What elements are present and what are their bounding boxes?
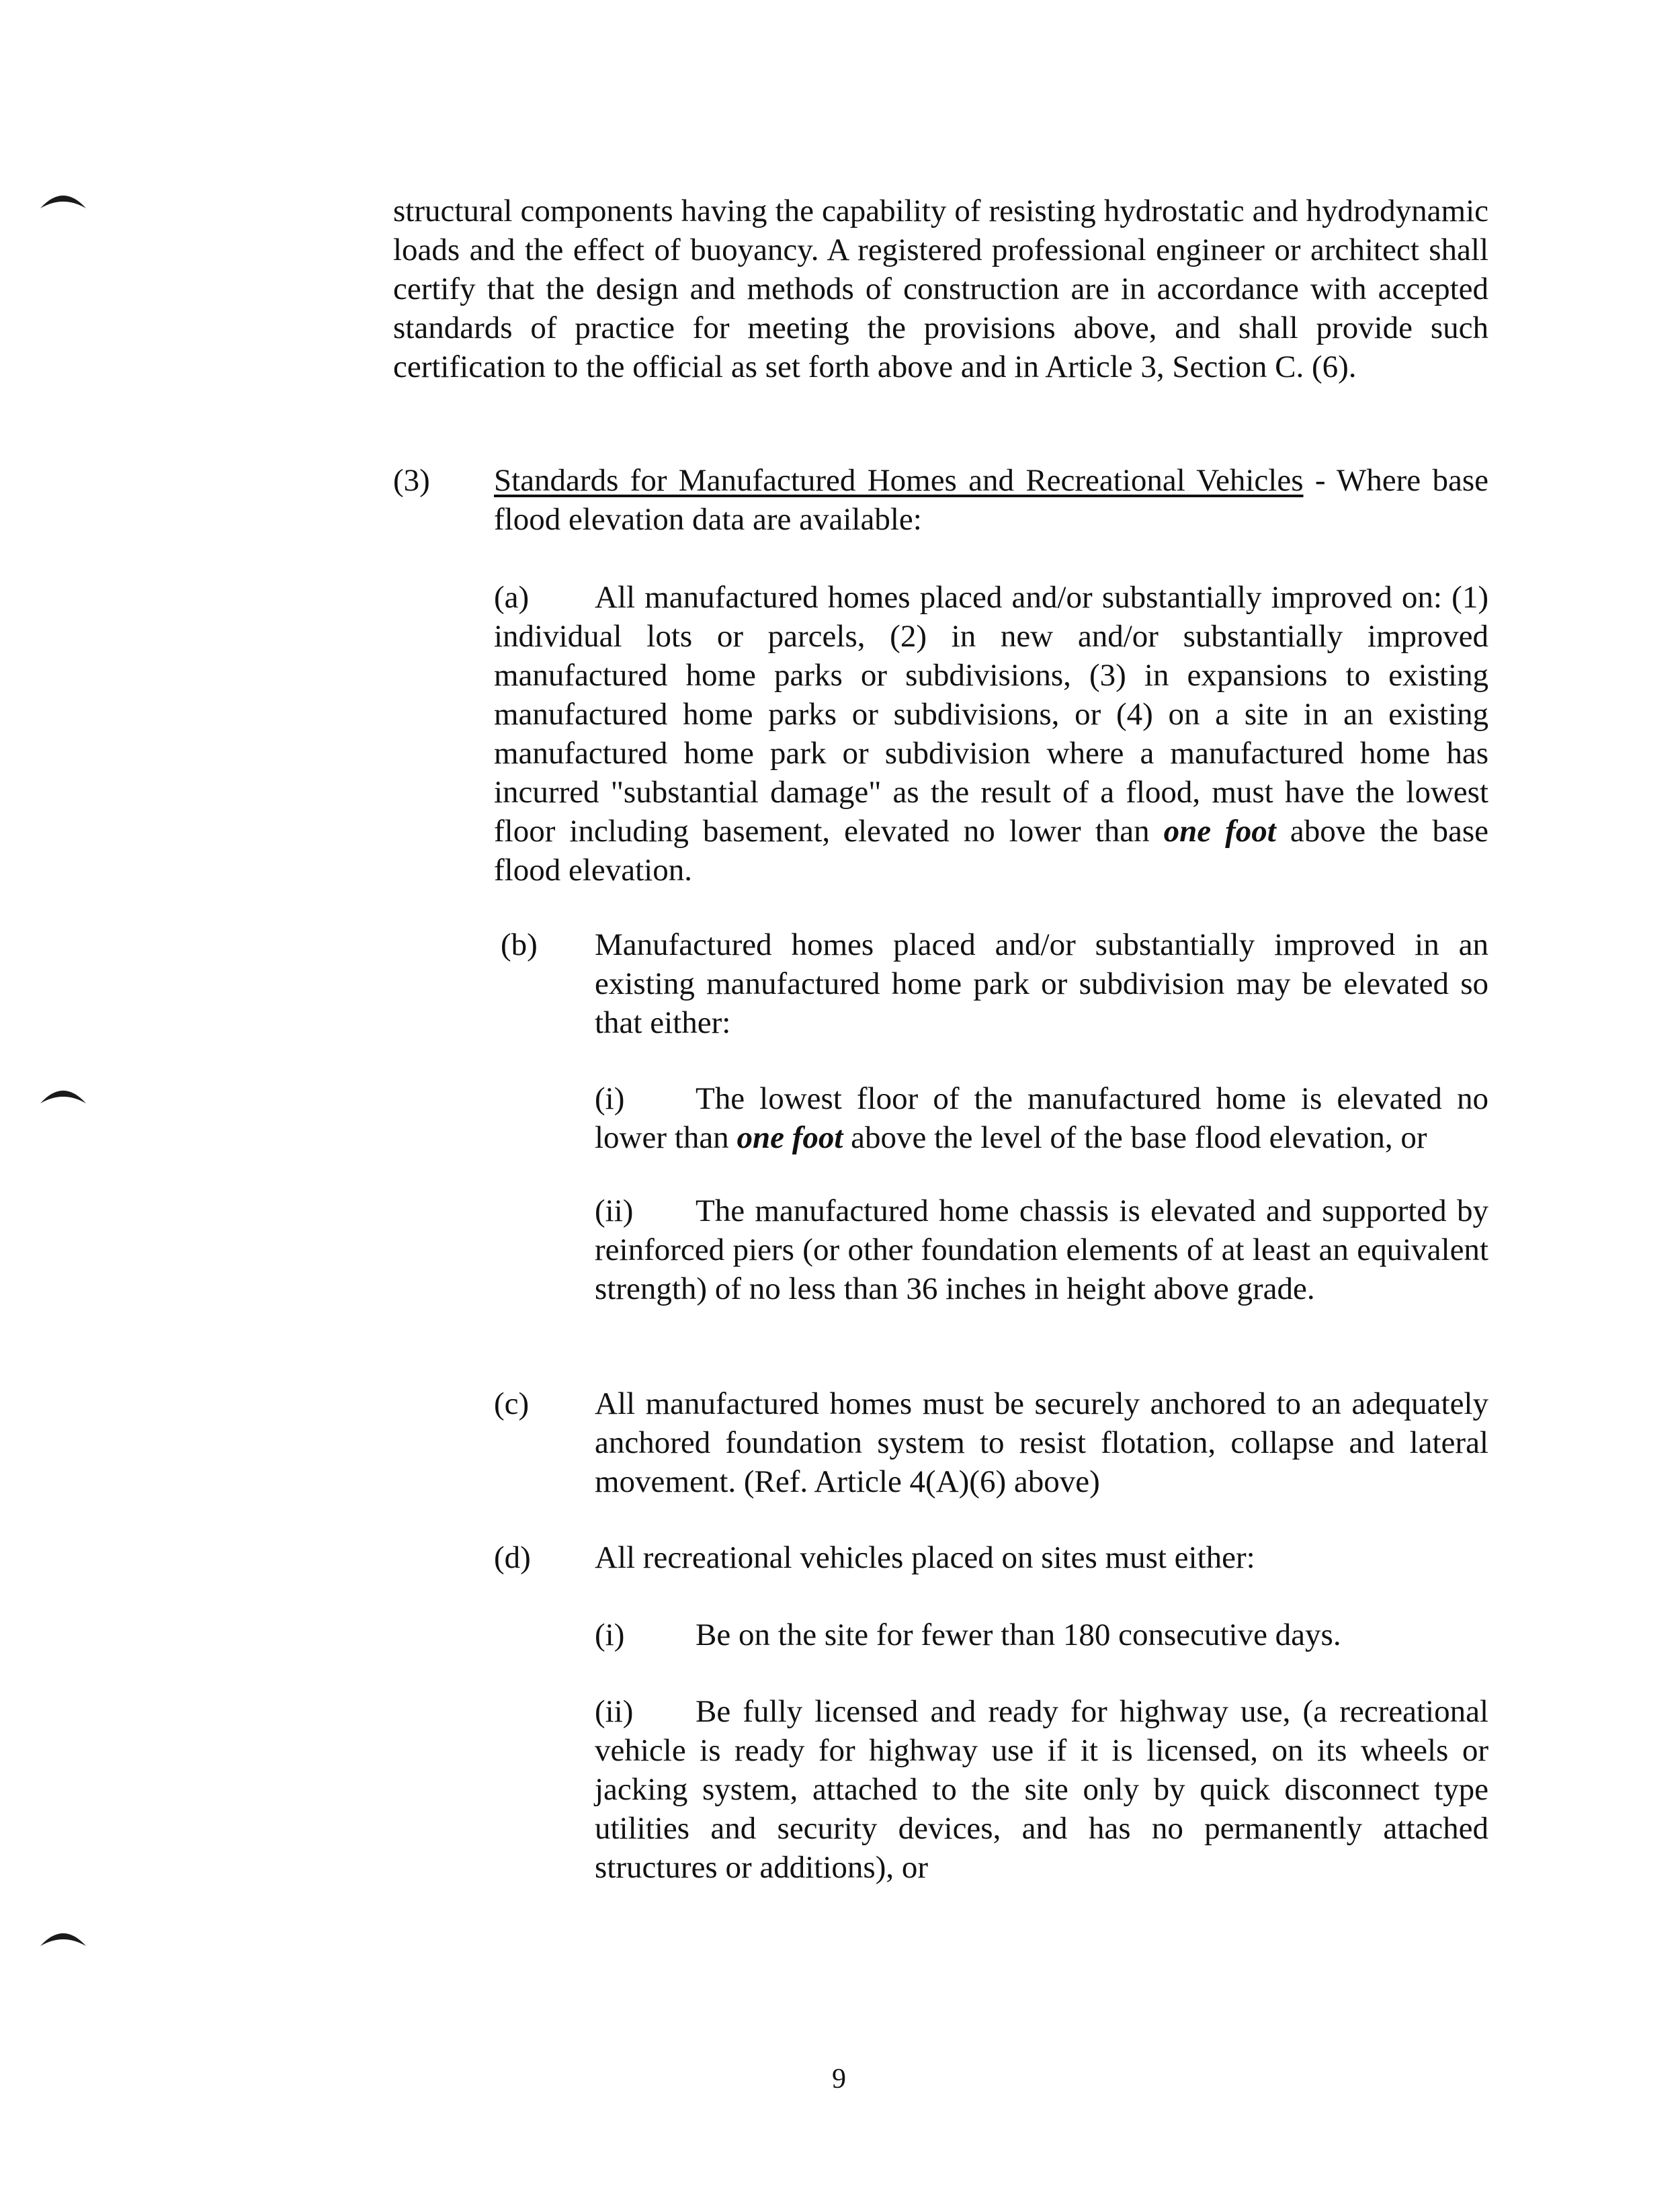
- item-d-paragraph: All recreational vehicles placed on sites must either:: [595, 1540, 1255, 1575]
- item-b-ii-paragraph: [595, 1191, 1488, 1308]
- item-d-i-paragraph: [595, 1615, 1488, 1654]
- item-a-paragraph: [494, 578, 1488, 890]
- section-3-heading: [494, 461, 1488, 539]
- item-d-i-text: Be on the site for fewer than 180 consecutive days.: [696, 1617, 1341, 1652]
- item-a-emphasis: one foot: [1163, 814, 1276, 849]
- item-b-i-text: The lowest floor of the manufactured home is elevated no lower than: [595, 1081, 1488, 1155]
- item-b-ii-text: The manufactured home chassis is elevated and supported by reinforced piers (or other foundation elements of at least an equivalent strength) of no less than 36 inches in height above grade.: [595, 1193, 1488, 1306]
- item-b-i-text-end: above the level of the base flood elevation, or: [843, 1120, 1427, 1155]
- item-b-label: (b): [501, 927, 538, 962]
- item-b-ii-label: (ii): [595, 1193, 634, 1228]
- section-3-title: Standards for Manufactured Homes and Recreational Vehicles: [494, 463, 1304, 498]
- item-b-i-label: (i): [595, 1081, 625, 1116]
- item-a-text: All manufactured homes placed and/or substantially improved on: (1) individual lots or parcels, (2) in new and/or substantially improved manufactured home parks or subdivisions, (3) in expansions to existing manufactured home parks or subdivisions, or (4) on a site in an existing manufactured home park or subdivision where a manufactured home has incurred "substantial damage" as the result of a flood, must have the lowest floor including basement, elevated no lower than: [494, 580, 1488, 849]
- page-number: 9: [832, 2064, 846, 2095]
- section-3-label: (3): [393, 463, 430, 498]
- item-c-paragraph: All manufactured homes must be securely anchored to an adequately anchored foundation system to resist flotation, collapse and lateral movement. (Ref. Article 4(A)(6) above): [595, 1386, 1488, 1499]
- item-b-paragraph: Manufactured homes placed and/or substantially improved in an existing manufactured home park or subdivision may be elevated so that either:: [595, 927, 1488, 1040]
- item-c-label: (c): [494, 1386, 530, 1421]
- item-b-i-emphasis: one foot: [737, 1120, 843, 1155]
- section-3-rest: - Where base flood elevation data are available:: [494, 463, 1488, 537]
- item-b-i-paragraph: [595, 1079, 1488, 1157]
- punch-hole-mark-middle: [39, 1083, 87, 1105]
- item-d-ii-label: (ii): [595, 1694, 634, 1729]
- item-d-i-label: (i): [595, 1617, 625, 1652]
- item-a-label: (a): [494, 580, 530, 615]
- item-d-ii-paragraph: [595, 1692, 1488, 1887]
- item-d-label: (d): [494, 1540, 531, 1575]
- intro-paragraph: structural components having the capability of resisting hydrostatic and hydrodynamic loads and the effect of buoyancy. A registered professional engineer or architect shall certify that the design and methods of construction are in accordance with accepted standards of practice for meeting the provisions above, and shall provide such certification to the official as set forth above and in Article 3, Section C. (6).: [393, 194, 1488, 384]
- punch-hole-mark-bottom: [39, 1926, 87, 1947]
- punch-hole-mark-top: [39, 188, 87, 210]
- item-a-text-end: above the base flood elevation.: [494, 814, 1488, 888]
- item-d-ii-text: Be fully licensed and ready for highway use, (a recreational vehicle is ready for highway use if it is licensed, on its wheels or jacking system, attached to the site only by quick disconnect type utilities and security devices, and has no permanently attached structures or additions), or: [595, 1694, 1488, 1885]
